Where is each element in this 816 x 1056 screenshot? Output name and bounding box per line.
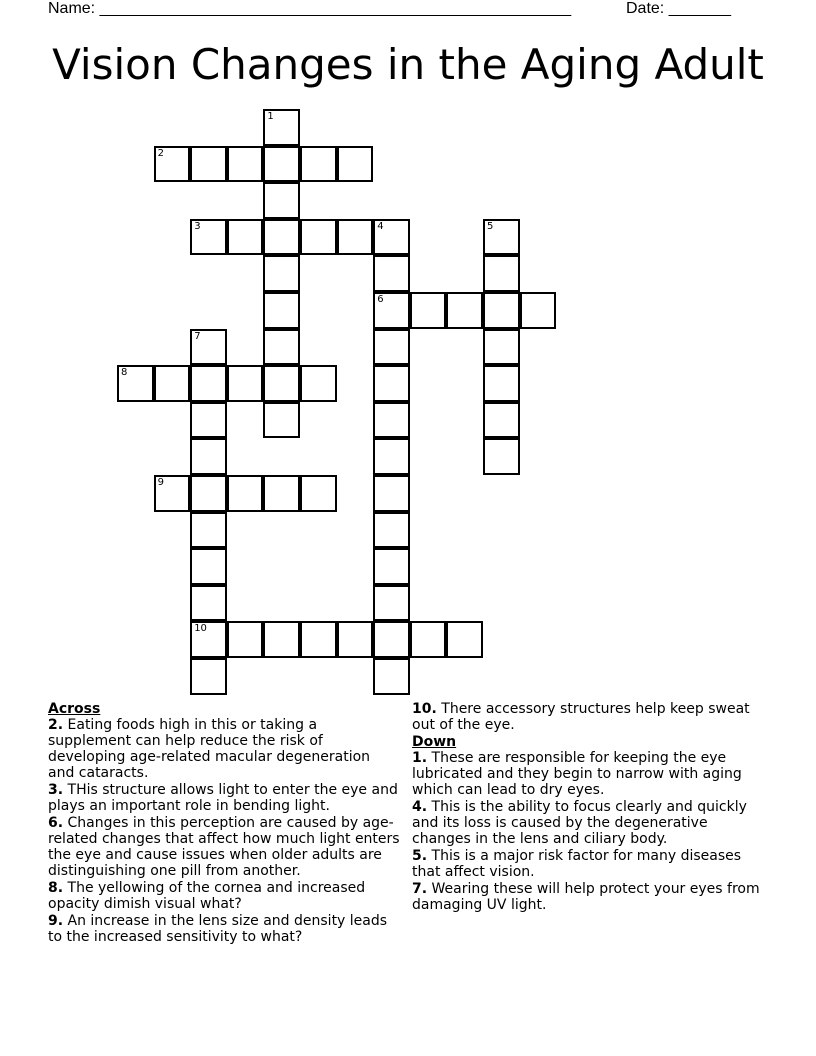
crossword-cell[interactable] bbox=[337, 219, 374, 256]
crossword-cell[interactable] bbox=[263, 219, 300, 256]
crossword-cell[interactable] bbox=[263, 292, 300, 329]
clue-number: 4 bbox=[377, 220, 384, 232]
clue-item bbox=[412, 881, 768, 913]
crossword-cell[interactable] bbox=[227, 475, 264, 512]
crossword-cell[interactable] bbox=[300, 146, 337, 183]
clue-item bbox=[412, 750, 768, 798]
crossword-cell[interactable] bbox=[300, 475, 337, 512]
clue-number: 1 bbox=[267, 111, 274, 122]
crossword-cell[interactable] bbox=[337, 146, 374, 183]
crossword-cell[interactable] bbox=[263, 182, 300, 219]
clue-number: 9 bbox=[157, 477, 164, 488]
clue-number: 1. bbox=[412, 750, 428, 766]
crossword-cell[interactable] bbox=[337, 621, 374, 658]
clue-text: These are responsible for keeping the eye lubricated and they begin to narrow with aging which can lead to dry eyes. bbox=[412, 750, 742, 798]
clue-number: 10 bbox=[194, 623, 207, 635]
clues-column-right bbox=[412, 701, 768, 914]
clue-number: 10. bbox=[412, 701, 437, 717]
clue-number: 2 bbox=[157, 147, 164, 159]
clue-text: THis structure allows light to enter the eye and plays an important role in bending light. bbox=[48, 782, 398, 814]
crossword-cell[interactable] bbox=[373, 548, 410, 585]
crossword-cell[interactable] bbox=[190, 475, 227, 512]
crossword-cell[interactable] bbox=[263, 255, 300, 292]
crossword-cell[interactable] bbox=[227, 621, 264, 658]
crossword-cell[interactable] bbox=[263, 621, 300, 658]
crossword-cell[interactable] bbox=[190, 329, 227, 366]
clue-item bbox=[412, 848, 768, 880]
crossword-cell[interactable] bbox=[117, 365, 154, 402]
crossword-cell[interactable] bbox=[263, 146, 300, 183]
crossword-cell[interactable] bbox=[373, 329, 410, 366]
across-heading: Across bbox=[48, 701, 101, 717]
clue-number: 5. bbox=[412, 848, 428, 864]
crossword-cell[interactable] bbox=[190, 621, 227, 658]
clue-number: 5 bbox=[487, 220, 494, 232]
crossword-cell[interactable] bbox=[373, 438, 410, 475]
page-title: Vision Changes in the Aging Adult bbox=[52, 40, 764, 89]
crossword-cell[interactable] bbox=[154, 475, 191, 512]
crossword-cell[interactable] bbox=[190, 585, 227, 622]
crossword-cell[interactable] bbox=[263, 109, 300, 146]
clue-text: Eating foods high in this or taking a supplement can help reduce the risk of developing age-related macular degeneration and cataracts. bbox=[48, 717, 371, 781]
crossword-cell[interactable] bbox=[190, 512, 227, 549]
crossword-cell[interactable] bbox=[227, 219, 264, 256]
crossword-cell[interactable] bbox=[300, 365, 337, 402]
clue-item bbox=[48, 913, 400, 945]
crossword-cell[interactable] bbox=[154, 146, 191, 183]
crossword-cell[interactable] bbox=[410, 292, 447, 329]
clue-number: 7 bbox=[194, 330, 201, 342]
crossword-cell[interactable] bbox=[300, 219, 337, 256]
clue-item bbox=[48, 815, 400, 879]
crossword-cell[interactable] bbox=[300, 621, 337, 658]
crossword-cell[interactable] bbox=[154, 365, 191, 402]
clue-text: Wearing these will help protect your eyes from damaging UV light. bbox=[412, 881, 760, 913]
clue-number: 8. bbox=[48, 880, 64, 896]
clue-item bbox=[48, 880, 400, 912]
crossword-cell[interactable] bbox=[373, 658, 410, 695]
crossword-cell[interactable] bbox=[483, 329, 520, 366]
clue-item bbox=[48, 717, 400, 781]
clue-number: 3 bbox=[194, 220, 201, 232]
crossword-cell[interactable] bbox=[483, 292, 520, 329]
clue-number: 9. bbox=[48, 913, 64, 929]
crossword-cell[interactable] bbox=[190, 219, 227, 256]
crossword-cell[interactable] bbox=[227, 365, 264, 402]
clue-number: 6 bbox=[377, 294, 384, 305]
crossword-cell[interactable] bbox=[373, 621, 410, 658]
crossword-cell[interactable] bbox=[373, 402, 410, 439]
crossword-cell[interactable] bbox=[483, 219, 520, 256]
clue-item bbox=[412, 701, 768, 733]
crossword-cell[interactable] bbox=[190, 146, 227, 183]
crossword-cell[interactable] bbox=[373, 585, 410, 622]
clue-number: 6. bbox=[48, 815, 64, 831]
crossword-cell[interactable] bbox=[483, 402, 520, 439]
crossword-cell[interactable] bbox=[190, 548, 227, 585]
clues-column-left bbox=[48, 701, 400, 946]
clue-text: An increase in the lens size and density leads to the increased sensitivity to what? bbox=[48, 913, 388, 945]
crossword-cell[interactable] bbox=[483, 365, 520, 402]
clue-text: There accessory structures help keep sweat out of the eye. bbox=[412, 701, 750, 733]
clue-text: This is a major risk factor for many diseases that affect vision. bbox=[412, 848, 742, 880]
name-field[interactable]: Name: _____________________________________________________ bbox=[48, 0, 572, 17]
crossword-cell[interactable] bbox=[227, 146, 264, 183]
clue-number: 3. bbox=[48, 782, 64, 798]
clue-item bbox=[48, 782, 400, 814]
crossword-cell[interactable] bbox=[263, 365, 300, 402]
clue-number: 8 bbox=[121, 367, 128, 379]
crossword-cell[interactable] bbox=[373, 475, 410, 512]
clue-text: This is the ability to focus clearly and quickly and its loss is caused by the degenerative changes in the lens and ciliary body. bbox=[412, 799, 747, 847]
crossword-cell[interactable] bbox=[190, 365, 227, 402]
crossword-cell[interactable] bbox=[446, 621, 483, 658]
crossword-cell[interactable] bbox=[446, 292, 483, 329]
down-heading: Down bbox=[412, 734, 457, 750]
clue-number: 7. bbox=[412, 881, 428, 897]
crossword-cell[interactable] bbox=[373, 219, 410, 256]
crossword-cell[interactable] bbox=[190, 438, 227, 475]
date-field[interactable]: Date: _______ bbox=[626, 0, 731, 17]
clue-item bbox=[412, 799, 768, 847]
crossword-cell[interactable] bbox=[263, 475, 300, 512]
crossword-cell[interactable] bbox=[483, 255, 520, 292]
crossword-cell[interactable] bbox=[410, 621, 447, 658]
crossword-cell[interactable] bbox=[483, 438, 520, 475]
crossword-cell[interactable] bbox=[190, 402, 227, 439]
clue-text: Changes in this perception are caused by age-related changes that affect how much light enters the eye and cause issues when older adults are distinguishing one pill from another. bbox=[48, 815, 400, 879]
clue-text: The yellowing of the cornea and increased opacity dimish visual what? bbox=[48, 880, 366, 912]
crossword-cell[interactable] bbox=[373, 292, 410, 329]
crossword-cell[interactable] bbox=[373, 255, 410, 292]
crossword-cell[interactable] bbox=[263, 402, 300, 439]
crossword-cell[interactable] bbox=[190, 658, 227, 695]
clue-number: 2. bbox=[48, 717, 64, 733]
crossword-cell[interactable] bbox=[373, 512, 410, 549]
crossword-cell[interactable] bbox=[520, 292, 557, 329]
crossword-cell[interactable] bbox=[373, 365, 410, 402]
clue-number: 4. bbox=[412, 799, 428, 815]
crossword-cell[interactable] bbox=[263, 329, 300, 366]
